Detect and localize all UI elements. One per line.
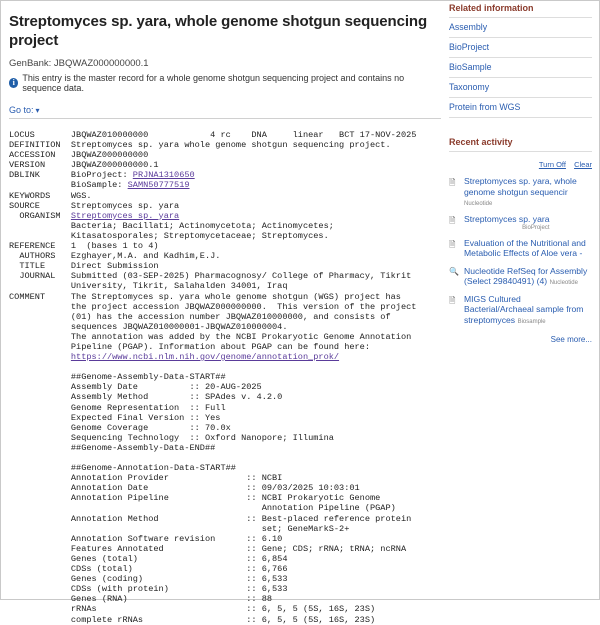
record-line: Genome Coverage :: 70.0x xyxy=(9,422,231,433)
record-line: Sequencing Technology :: Oxford Nanopore; Illumina xyxy=(9,432,334,443)
sidebar-link-assembly[interactable]: Assembly xyxy=(449,18,592,38)
recent-activity-link[interactable]: Nucleotide RefSeq for Assembly (Select 29840491) (4) xyxy=(464,265,588,286)
related-information-heading: Related information xyxy=(449,0,592,18)
record-line: REFERENCE 1 (bases 1 to 4) xyxy=(9,241,159,252)
record-line: Annotation Software revision :: 6.10 xyxy=(9,533,283,544)
sidebar-link-protein-from-wgs[interactable]: Protein from WGS xyxy=(449,98,592,118)
record-line: Annotation Method :: Best-placed reference protein xyxy=(9,513,412,524)
chevron-down-icon: ▾ xyxy=(35,105,40,115)
recent-activity-source: Biosample xyxy=(517,318,546,325)
document-icon: 🗎 xyxy=(449,239,456,249)
goto-menu[interactable] xyxy=(9,105,441,115)
record-line: Bacteria; Bacillati; Actinomycetota; Actinomycetes; xyxy=(9,220,334,231)
record-line: Assembly Date :: 20-AUG-2025 xyxy=(9,382,262,393)
record-line: Genes (RNA) :: 88 xyxy=(9,594,273,605)
record-line: VERSION JBQWAZ000000000.1 xyxy=(9,160,159,171)
info-notice xyxy=(9,73,441,93)
genbank-record xyxy=(9,130,441,625)
biosample-link[interactable]: SAMN50777519 xyxy=(127,180,190,191)
recent-activity-item[interactable] xyxy=(449,294,592,326)
record-line: DBLINK BioProject: xyxy=(9,170,133,181)
record-line: Annotation Pipeline (PGAP) xyxy=(9,503,396,514)
record-line: (01) has the accession number JBQWAZ010000000, and consists of xyxy=(9,311,391,322)
record-line: ACCESSION JBQWAZ000000000 xyxy=(9,150,149,161)
recent-activity-heading: Recent activity xyxy=(449,137,592,152)
record-line: Genome Representation :: Full xyxy=(9,402,226,413)
info-text: This entry is the master record for a whole genome shotgun sequencing project and contains no sequence data. xyxy=(22,73,405,93)
record-line: TITLE Direct Submission xyxy=(9,261,159,272)
bioproject-link[interactable]: PRJNA1310650 xyxy=(132,170,195,181)
record-line: KEYWORDS WGS. xyxy=(9,190,92,201)
sidebar-link-biosample[interactable]: BioSample xyxy=(449,58,592,78)
record-line: CDSs (total) :: 6,766 xyxy=(9,564,288,575)
turn-off-button[interactable]: Turn Off xyxy=(538,160,566,169)
record-line: ORGANISM xyxy=(9,210,71,221)
recent-activity-link[interactable]: Streptomyces sp. yara xyxy=(464,214,550,224)
record-line: Features Annotated :: Gene; CDS; rRNA; tRNA; ncRNA xyxy=(9,543,407,554)
info-icon: i xyxy=(9,78,18,88)
sidebar-link-taxonomy[interactable]: Taxonomy xyxy=(449,78,592,98)
see-more-link[interactable]: See more... xyxy=(550,335,592,344)
record-line: Assembly Method :: SPAdes v. 4.2.0 xyxy=(9,392,283,403)
record-line: Annotation Date :: 09/03/2025 10:03:01 xyxy=(9,483,360,494)
record-line: COMMENT The Streptomyces sp. yara whole genome shotgun (WGS) project has xyxy=(9,291,401,302)
record-line: Expected Final Version :: Yes xyxy=(9,412,221,423)
main-content xyxy=(9,12,441,625)
document-icon: 🗎 xyxy=(449,295,456,305)
record-line: ##Genome-Assembly-Data-START## xyxy=(9,372,226,383)
pgap-url-link[interactable]: https://www.ncbi.nlm.nih.gov/genome/annotation_prok/ xyxy=(70,352,340,363)
record-line: LOCUS JBQWAZ010000000 4 rc DNA linear BCT 17-NOV-2025 xyxy=(9,130,417,140)
record-line: ##Genome-Assembly-Data-END## xyxy=(9,442,216,453)
page-title: Streptomyces sp. yara, whole genome shotgun sequencing project xyxy=(9,13,428,49)
recent-activity-source: Nucleotide xyxy=(464,201,493,207)
recent-activity-tools xyxy=(449,160,592,169)
genbank-accession: GenBank: JBQWAZ000000000.1 xyxy=(9,58,149,69)
recent-activity-source: Nucleotide xyxy=(549,280,578,286)
record-line xyxy=(9,352,71,362)
record-line: rRNAs :: 6, 5, 5 (5S, 16S, 23S) xyxy=(9,604,376,615)
clear-button[interactable]: Clear xyxy=(574,160,592,169)
record-line: Annotation Provider :: NCBI xyxy=(9,473,283,484)
record-line: Pipeline (PGAP). Information about PGAP can be found here: xyxy=(9,341,370,352)
record-line: ##Genome-Annotation-Data-START## xyxy=(9,463,236,474)
record-line: set; GeneMarkS-2+ xyxy=(9,523,350,534)
sidebar-link-bioproject[interactable]: BioProject xyxy=(449,38,592,58)
record-line: Kitasatosporales; Streptomycetaceae; Streptomyces. xyxy=(9,230,329,241)
goto-label[interactable]: Go to: xyxy=(9,105,34,115)
sidebar xyxy=(449,0,592,344)
record-line: BioSample: xyxy=(9,180,128,191)
recent-activity-link[interactable]: MIGS Cultured Bacterial/Archaeal sample from streptomyces xyxy=(464,293,584,325)
divider xyxy=(9,118,441,119)
recent-activity-link[interactable]: Evaluation of the Nutritional and Metabolic Effects of Aloe vera - xyxy=(464,237,586,258)
record-line: CDSs (with protein) :: 6,533 xyxy=(9,584,288,595)
record-line: DEFINITION Streptomyces sp. yara whole genome shotgun sequencing project. xyxy=(9,140,391,151)
organism-link[interactable]: Streptomyces sp. yara xyxy=(70,210,180,221)
recent-activity-source: BioProject xyxy=(522,224,550,231)
record-line: Annotation Pipeline :: NCBI Prokaryotic Genome xyxy=(9,493,381,504)
recent-activity-link[interactable]: Streptomyces sp. yara, whole genome shotgun sequencir xyxy=(464,176,577,197)
record-line: SOURCE Streptomyces sp. yara xyxy=(9,200,180,211)
recent-activity-item[interactable] xyxy=(449,176,592,207)
record-line: complete rRNAs :: 6, 5, 5 (5S, 16S, 23S) xyxy=(9,614,376,625)
record-line: The annotation was added by the NCBI Prokaryotic Genome Annotation xyxy=(9,331,412,342)
record-line: sequences JBQWAZ010000001-JBQWAZ010000004. xyxy=(9,321,288,332)
document-icon: 🗎 xyxy=(449,216,456,225)
search-icon: 🔍 xyxy=(449,266,459,276)
record-line: Genes (coding) :: 6,533 xyxy=(9,574,288,585)
record-line: JOURNAL Submitted (03-SEP-2025) Pharmacognosy/ College of Pharmacy, Tikrit xyxy=(9,271,412,282)
record-line: Genes (total) :: 6,854 xyxy=(9,553,288,564)
recent-activity-item[interactable] xyxy=(449,214,592,231)
record-line: the project accession JBQWAZ000000000. This version of the project xyxy=(9,301,417,312)
record-line: University, Tikrit, Salahalden 34001, Iraq xyxy=(9,281,288,292)
record-line: AUTHORS Ezghayer,M.A. and Kadhim,E.J. xyxy=(9,251,221,262)
recent-activity-item[interactable] xyxy=(449,238,592,259)
recent-activity-item[interactable] xyxy=(449,266,592,287)
document-icon: 🗎 xyxy=(449,178,456,187)
